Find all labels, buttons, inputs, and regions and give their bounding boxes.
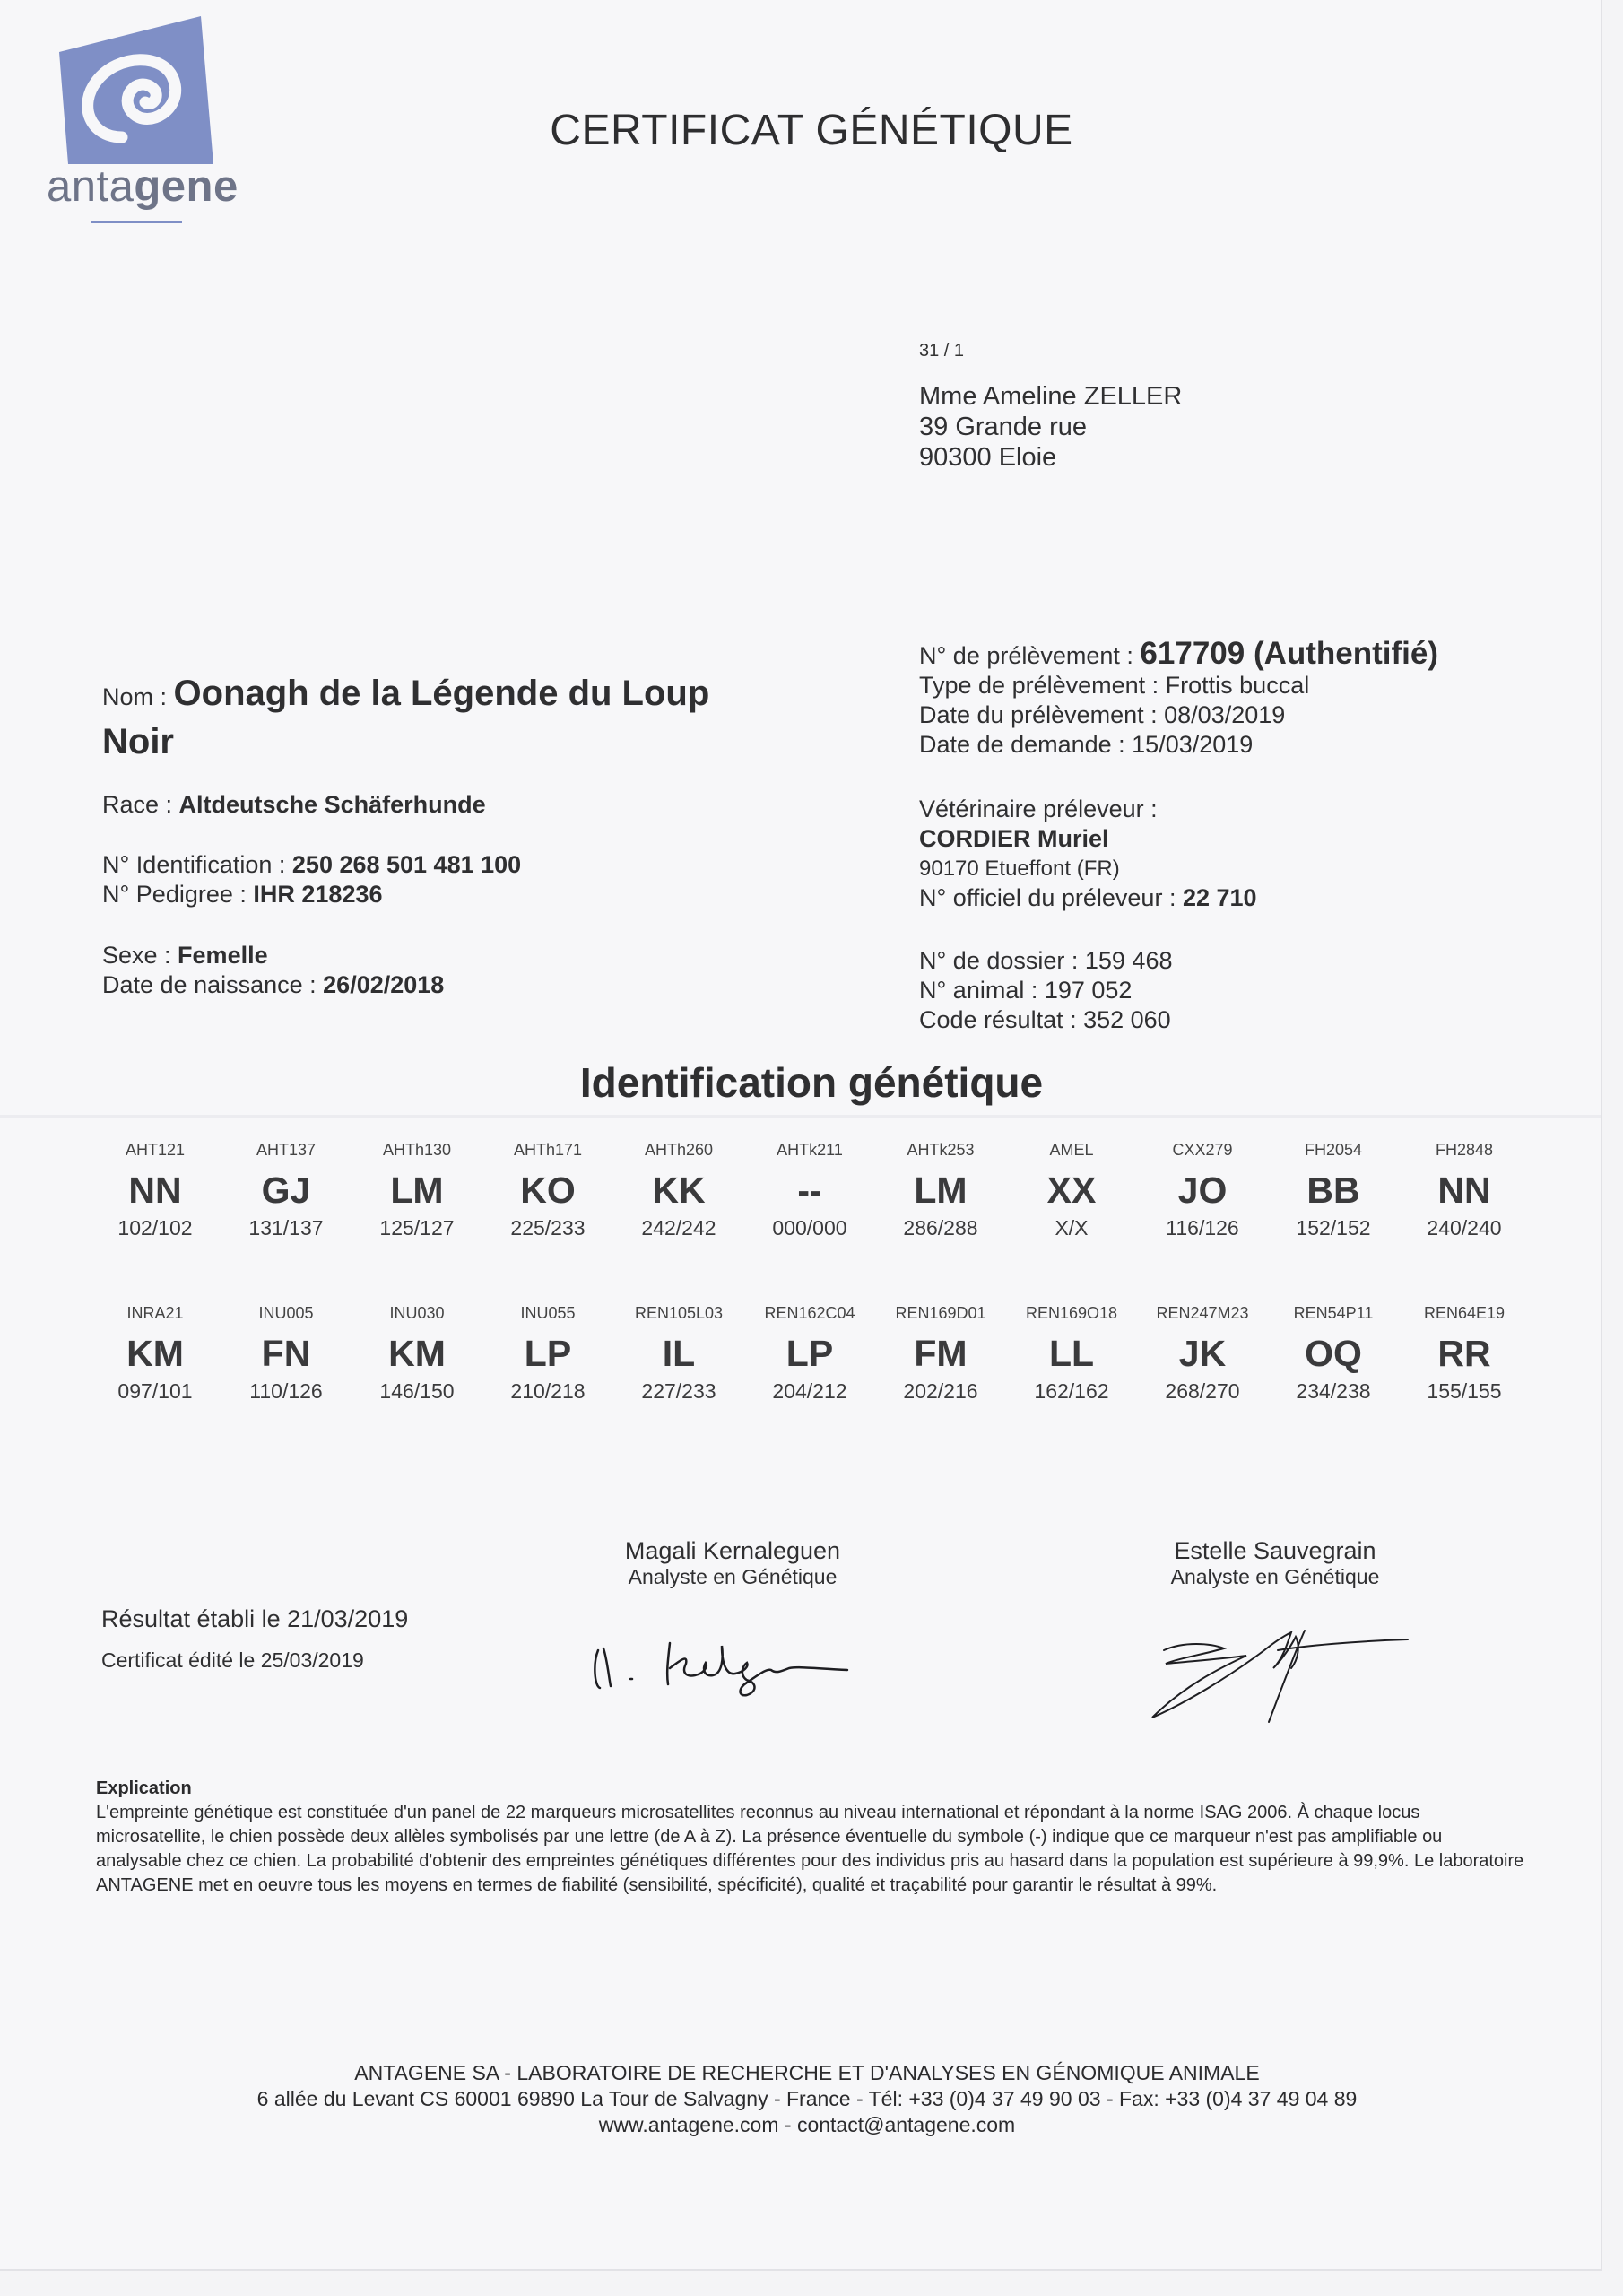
marker-alleles: JO (1177, 1170, 1228, 1211)
marker-alleles: KM (388, 1333, 446, 1374)
marker-alleles: JK (1178, 1333, 1227, 1374)
request-date: Date de demande : 15/03/2019 (919, 731, 1254, 758)
reference-number: 31 / 1 (919, 341, 965, 361)
marker-sizes: 204/212 (772, 1379, 847, 1403)
explanation-title: Explication (96, 1779, 192, 1798)
marker-name: REN105L03 (634, 1304, 724, 1322)
marker-name: FH2054 (1304, 1141, 1363, 1159)
signature-sauvegrain-icon (1148, 1614, 1417, 1731)
marker-alleles: LP (785, 1333, 834, 1374)
race-label: Race : (102, 791, 179, 818)
animal-number: N° animal : 197 052 (919, 977, 1133, 1004)
marker-cell (1137, 1141, 1268, 1240)
marker-name: AHTh260 (644, 1141, 714, 1159)
result-code: Code résultat : 352 060 (919, 1006, 1171, 1033)
marker-sizes: 102/102 (117, 1216, 193, 1239)
sex-value: Femelle (178, 942, 268, 969)
marker-name: INU030 (389, 1304, 445, 1322)
marker-sizes: 162/162 (1034, 1379, 1109, 1403)
identification-label: N° Identification : (102, 851, 292, 878)
certificate-edited: Certificat édité le 25/03/2019 (101, 1648, 364, 1672)
sample-type: Type de prélèvement : Frottis buccal (919, 672, 1310, 699)
vet-city: 90170 Etueffont (FR) (919, 857, 1120, 881)
marker-cell (1006, 1304, 1137, 1404)
animal-name-line1: Oonagh de la Légende du Loup (173, 674, 710, 713)
marker-sizes: 125/127 (379, 1216, 455, 1239)
marker-cell (352, 1141, 482, 1240)
marker-sizes: 227/233 (641, 1379, 716, 1403)
markers-row-1 (90, 1141, 1524, 1240)
marker-sizes: 152/152 (1296, 1216, 1371, 1239)
marker-sizes: 202/216 (903, 1379, 978, 1403)
marker-name: CXX279 (1172, 1141, 1233, 1159)
recipient-city: 90300 Eloie (919, 443, 1057, 472)
explanation-text: L'empreinte génétique est constituée d'un panel de 22 marqueurs microsatellites reconnus au niveau international et répondant à la norme ISAG 2006. À chaque locus microsatellite, le chien possède deux allèles symbolisés par une lettre (de A à Z). La présence éventuelle du symbole (-) indique que ce marqueur n'est pas amplifiable ou analysable chez ce chien. La probabilité d'obtenir des empreintes génétiques différentes pour des individus pris au hasard dans la population est supérieure à 99,9%. Le laboratoire ANTAGENE met en oeuvre tous les moyens en termes de fiabilité (sensibilité, spécificité), qualité et traçabilité pour garantir le résultat à 99%. (96, 1803, 1524, 1895)
vet-label: Vétérinaire préleveur : (919, 796, 1158, 822)
sample-block (919, 636, 1439, 760)
birth-value: 26/02/2018 (323, 971, 445, 998)
marker-sizes: 242/242 (641, 1216, 716, 1239)
page-title: CERTIFICAT GÉNÉTIQUE (550, 107, 1073, 154)
marker-cell (1137, 1304, 1268, 1404)
recipient-address (919, 381, 1182, 473)
sample-number-value: 617709 (Authentifié) (1140, 636, 1439, 671)
recipient-street: 39 Grande rue (919, 413, 1088, 441)
recipient-name: Mme Ameline ZELLER (919, 382, 1183, 411)
marker-alleles: XX (1046, 1170, 1097, 1211)
footer-lab-name: ANTAGENE SA - LABORATOIRE DE RECHERCHE ET D'ANALYSES EN GÉNOMIQUE ANIMALE (354, 2061, 1260, 2084)
identification-value: 250 268 501 481 100 (291, 851, 522, 878)
vet-block (919, 795, 1257, 913)
marker-name: AHTk253 (907, 1141, 975, 1159)
marker-name: AMEL (1049, 1141, 1094, 1159)
marker-name: REN169O18 (1025, 1304, 1118, 1322)
signatory-2-role: Analyste en Génétique (1170, 1565, 1380, 1588)
pedigree-row (102, 880, 521, 909)
marker-name: INU055 (520, 1304, 576, 1322)
name-label: Nom : (102, 683, 174, 710)
sex-birth-block (102, 941, 444, 1000)
marker-sizes: 234/238 (1296, 1379, 1371, 1403)
official-label: N° officiel du préleveur : (919, 884, 1183, 911)
race-value: Altdeutsche Schäferhunde (178, 791, 486, 818)
marker-cell (1006, 1141, 1137, 1240)
marker-name: AHTh130 (382, 1141, 452, 1159)
marker-alleles: KM (126, 1333, 184, 1374)
paper-fold-line (0, 1115, 1601, 1118)
marker-cell (90, 1141, 221, 1240)
birth-row (102, 970, 444, 1000)
signatory-2-name: Estelle Sauvegrain (1174, 1537, 1376, 1564)
identification-row (102, 850, 521, 880)
marker-cell (875, 1141, 1006, 1240)
marker-alleles: -- (797, 1170, 822, 1211)
official-value: 22 710 (1182, 884, 1257, 911)
marker-cell (1399, 1304, 1530, 1404)
marker-alleles: RR (1437, 1333, 1491, 1374)
identification-block (102, 850, 521, 909)
marker-name: INU005 (258, 1304, 314, 1322)
marker-cell (1268, 1304, 1399, 1404)
marker-alleles: LM (914, 1170, 968, 1211)
logo-wordmark (47, 161, 239, 212)
race-row (102, 790, 486, 820)
marker-name: REN54P11 (1293, 1304, 1374, 1322)
marker-alleles: NN (128, 1170, 182, 1211)
marker-name: AHT121 (125, 1141, 186, 1159)
marker-name: REN169D01 (895, 1304, 986, 1322)
marker-alleles: GJ (261, 1170, 311, 1211)
marker-cell (613, 1141, 744, 1240)
signatory-1 (508, 1537, 957, 1589)
signature-kernaleguen-icon (587, 1632, 883, 1700)
marker-cell (352, 1304, 482, 1404)
marker-alleles: FM (914, 1333, 968, 1374)
marker-cell (221, 1141, 352, 1240)
sample-number-label: N° de prélèvement : (919, 642, 1141, 669)
sex-row (102, 941, 444, 970)
section-title: Identification génétique (579, 1059, 1044, 1106)
marker-sizes: 286/288 (903, 1216, 978, 1239)
marker-sizes: 116/126 (1166, 1216, 1239, 1239)
marker-cell (613, 1304, 744, 1404)
marker-alleles: LL (1048, 1333, 1095, 1374)
marker-name: AHTk211 (777, 1141, 843, 1159)
marker-alleles: LP (524, 1333, 572, 1374)
birth-label: Date de naissance : (102, 971, 324, 998)
marker-sizes: 110/126 (249, 1379, 323, 1403)
marker-alleles: NN (1437, 1170, 1491, 1211)
marker-cell (90, 1304, 221, 1404)
marker-sizes: 000/000 (772, 1216, 847, 1239)
logo-text-bold: gene (134, 162, 239, 211)
footer-address: 6 allée du Levant CS 60001 69890 La Tour de Salvagny - France - Tél: +33 (0)4 37 49 90 03 - Fax: +33 (0)4 37 49 04 89 (256, 2087, 1358, 2110)
marker-alleles: KO (520, 1170, 576, 1211)
dossier-block (919, 946, 1172, 1035)
animal-name-block (102, 671, 709, 768)
marker-name: AHTh171 (513, 1141, 583, 1159)
marker-sizes: 097/101 (117, 1379, 193, 1403)
marker-cell (482, 1304, 613, 1404)
marker-name: FH2848 (1435, 1141, 1494, 1159)
marker-sizes: 268/270 (1165, 1379, 1240, 1403)
marker-sizes: 210/218 (510, 1379, 586, 1403)
pedigree-label: N° Pedigree : (102, 881, 254, 908)
signatory-1-role: Analyste en Génétique (628, 1565, 838, 1588)
marker-cell (221, 1304, 352, 1404)
marker-sizes: 131/137 (248, 1216, 324, 1239)
marker-cell (744, 1304, 875, 1404)
marker-alleles: LM (390, 1170, 444, 1211)
pedigree-value: IHR 218236 (253, 881, 383, 908)
marker-cell (1399, 1141, 1530, 1240)
marker-alleles: OQ (1305, 1333, 1362, 1374)
dossier-number: N° de dossier : 159 468 (919, 947, 1173, 974)
marker-cell (482, 1141, 613, 1240)
result-established: Résultat établi le 21/03/2019 (101, 1605, 409, 1632)
animal-name-line2: Noir (102, 722, 174, 761)
marker-cell (744, 1141, 875, 1240)
sex-label: Sexe : (102, 942, 178, 969)
marker-sizes: 225/233 (510, 1216, 586, 1239)
footer-contact: www.antagene.com - contact@antagene.com (598, 2113, 1016, 2136)
marker-name: REN162C04 (764, 1304, 855, 1322)
marker-cell (875, 1304, 1006, 1404)
marker-sizes: X/X (1055, 1216, 1089, 1239)
sample-number-row (919, 636, 1439, 671)
marker-sizes: 146/150 (379, 1379, 455, 1403)
logo-text-plain: anta (47, 162, 135, 211)
marker-sizes: 155/155 (1427, 1379, 1502, 1403)
signatory-1-name: Magali Kernaleguen (624, 1537, 841, 1564)
marker-cell (1268, 1141, 1399, 1240)
logo-underline (91, 221, 182, 223)
markers-row-2 (90, 1304, 1524, 1404)
marker-alleles: KK (652, 1170, 706, 1211)
sample-date: Date du prélèvement : 08/03/2019 (919, 701, 1286, 728)
marker-alleles: IL (662, 1333, 696, 1374)
marker-name: REN64E19 (1423, 1304, 1506, 1322)
marker-name: INRA21 (126, 1304, 184, 1322)
marker-name: REN247M23 (1156, 1304, 1249, 1322)
official-row (919, 883, 1257, 913)
vet-name: CORDIER Muriel (919, 825, 1109, 852)
marker-sizes: 240/240 (1427, 1216, 1502, 1239)
marker-alleles: FN (261, 1333, 311, 1374)
marker-alleles: BB (1306, 1170, 1360, 1211)
signatory-2 (1051, 1537, 1499, 1589)
marker-name: AHT137 (256, 1141, 317, 1159)
